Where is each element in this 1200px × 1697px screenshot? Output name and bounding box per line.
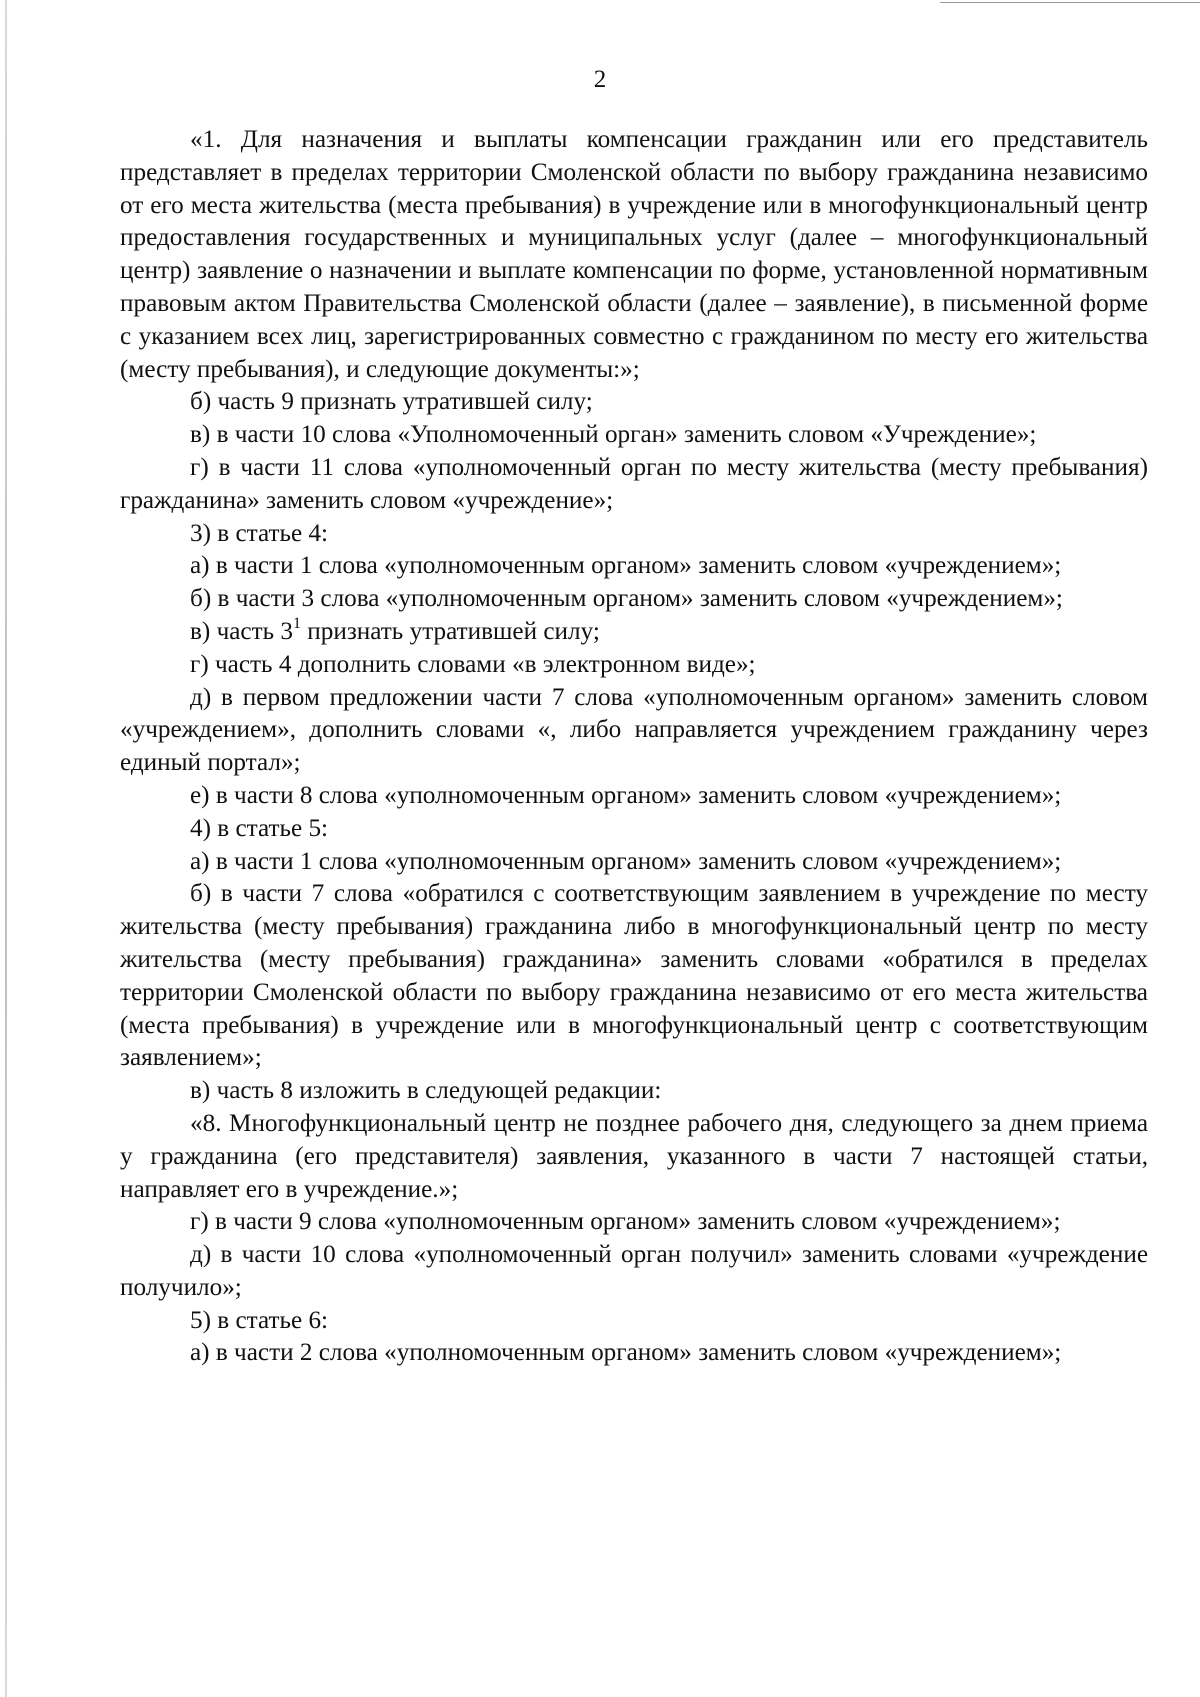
superscript: 1	[293, 614, 301, 632]
paragraph: в) в части 10 слова «Уполномоченный орган» заменить словом «Учреждение»;	[190, 421, 1037, 449]
paragraph: е) в части 8 слова «уполномоченным органом» заменить словом «учреждением»;	[190, 781, 1062, 809]
paragraph: г) часть 4 дополнить словами «в электронном виде»;	[190, 650, 756, 678]
paragraph: а) в части 1 слова «уполномоченным органом» заменить словом «учреждением»;	[190, 552, 1062, 580]
paragraph: «1. Для назначения и выплаты компенсации гражданин или его представитель представляет в пределах территории Смоленской области по выбору гражданина независимо от его места жительства (места пребывания) в учреждение или в многофункциональный центр предоставления государственных и муниципальных услуг (далее – многофункциональный центр) заявление о назначении и выплате компенсации по форме, установленной нормативным правовым актом Правительства Смоленской области (далее – заявление), в письменной форме с указанием всех лиц, зарегистрированных совместно с гражданином по месту его жительства (месту пребывания), и следующие документы:»;	[120, 126, 1148, 383]
scan-edge-line	[5, 0, 7, 1697]
page-number: 2	[593, 66, 607, 93]
paragraph-with-superscript	[120, 616, 1148, 649]
paragraph: д) в первом предложении части 7 слова «уполномоченным органом» заменить словом «учреждением», дополнить словами «, либо направляется учреждением гражданину через единый портал»;	[120, 683, 1148, 777]
scan-top-line	[940, 2, 1200, 3]
paragraph: 5) в статье 6:	[190, 1306, 329, 1334]
paragraph: в) часть 8 изложить в следующей редакции:	[190, 1077, 662, 1105]
paragraph: а) в части 2 слова «уполномоченным органом» заменить словом «учреждением»;	[190, 1339, 1062, 1367]
paragraph: д) в части 10 слова «уполномоченный орган получил» заменить словами «учреждение получило»;	[120, 1241, 1148, 1301]
paragraph: 4) в статье 5:	[190, 814, 329, 842]
paragraph: г) в части 9 слова «уполномоченным органом» заменить словом «учреждением»;	[190, 1208, 1061, 1236]
document-body	[120, 124, 1148, 1370]
paragraph-text: признать утратившей силу;	[301, 617, 600, 645]
paragraph: б) в части 3 слова «уполномоченным органом» заменить словом «учреждением»;	[190, 585, 1063, 613]
paragraph: 3) в статье 4:	[190, 519, 329, 547]
paragraph: «8. Многофункциональный центр не позднее рабочего дня, следующего за днем приема у гражданина (его представителя) заявления, указанного в части 7 настоящей статьи, направляет его в учреждение.»;	[120, 1109, 1148, 1203]
paragraph-text: в) часть 3	[190, 617, 293, 645]
paragraph: г) в части 11 слова «уполномоченный орган по месту жительства (месту пребывания) гражданина» заменить словом «учреждение»;	[120, 453, 1148, 514]
paragraph: а) в части 1 слова «уполномоченным органом» заменить словом «учреждением»;	[190, 847, 1062, 875]
paragraph: б) в части 7 слова «обратился с соответствующим заявлением в учреждение по месту жительства (месту пребывания) гражданина либо в многофункциональный центр по месту жительства (месту пребывания) гражданина» заменить словами «обратился в пределах территории Смоленской области по выбору гражданина независимо от его места жительства (места пребывания) в учреждение или в многофункциональный центр с соответствующим заявлением»;	[120, 880, 1148, 1072]
paragraph: б) часть 9 признать утратившей силу;	[190, 388, 593, 416]
